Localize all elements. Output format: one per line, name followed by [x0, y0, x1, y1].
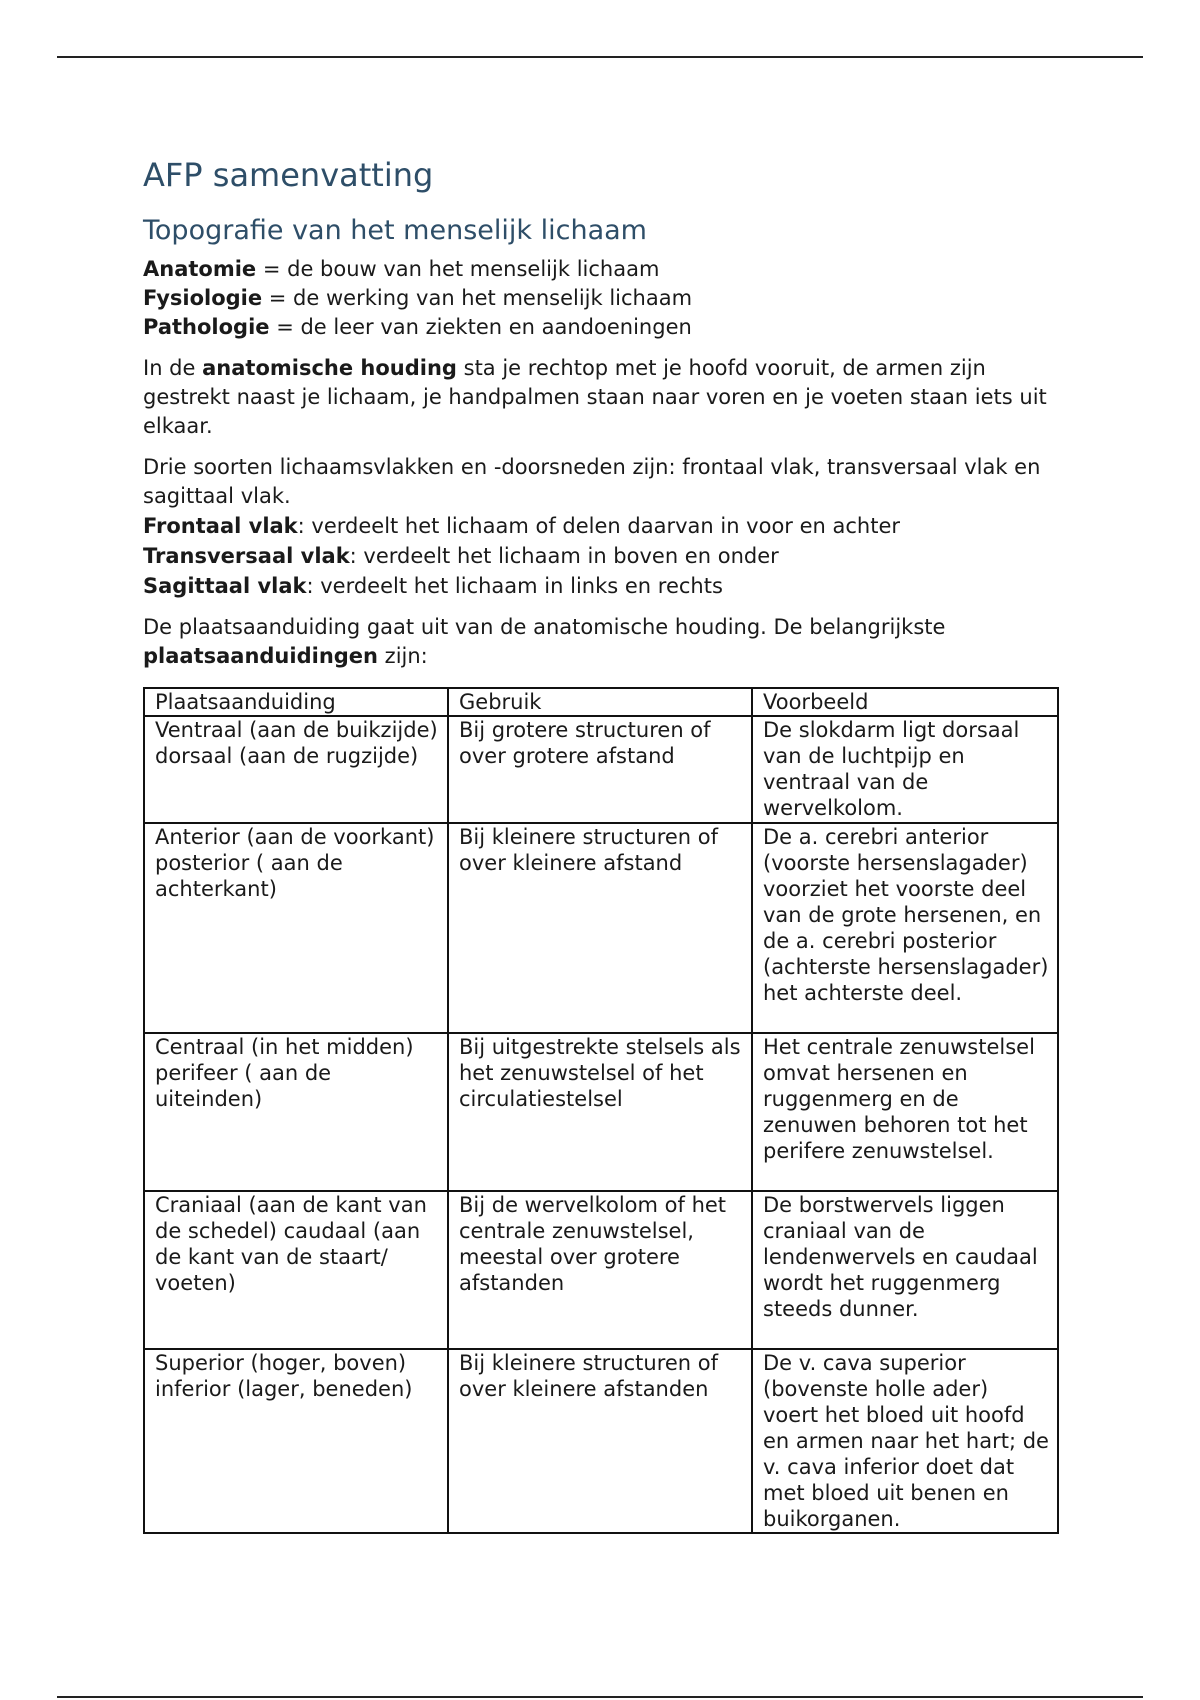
plane-text: : verdeelt het lichaam in boven en onder	[349, 544, 779, 568]
paragraph-text: In de	[143, 356, 203, 380]
plane-text: : verdeelt het lichaam of delen daarvan in voor en achter	[297, 514, 901, 538]
table-header-cell: Plaatsaanduiding	[144, 688, 448, 716]
table-row	[144, 716, 1058, 823]
plane-transversaal	[143, 541, 1063, 571]
table-cell: Bij kleinere structuren of over kleinere afstand	[448, 823, 752, 1033]
definition-fysiologie	[143, 284, 1063, 313]
table-cell: De a. cerebri anterior (voorste hersenslagader) voorziet het voorste deel van de grote hersenen, en de a. cerebri posterior (achterste hersenslagader) het achterste deel.	[752, 823, 1058, 1033]
definitions-list	[143, 255, 1063, 342]
definition-text: = de werking van het menselijk lichaam	[262, 286, 693, 310]
table-header-row	[144, 688, 1058, 716]
plane-frontaal	[143, 511, 1063, 541]
plane-term: Frontaal vlak	[143, 514, 298, 538]
page-top-rule	[57, 56, 1143, 58]
page-bottom-rule	[57, 1696, 1143, 1698]
paragraph-bold-term: anatomische houding	[202, 356, 457, 380]
table-cell: Bij de wervelkolom of het centrale zenuwstelsel, meestal over grotere afstanden	[448, 1191, 752, 1349]
table-cell: De borstwervels liggen craniaal van de lendenwervels en caudaal wordt het ruggenmerg steeds dunner.	[752, 1191, 1058, 1349]
location-intro-paragraph	[143, 613, 1063, 671]
anatomical-position-paragraph	[143, 354, 1063, 441]
planes-intro-paragraph: Drie soorten lichaamsvlakken en -doorsneden zijn: frontaal vlak, transversaal vlak en sagittaal vlak.	[143, 455, 1041, 508]
definition-term: Anatomie	[143, 257, 257, 281]
table-row	[144, 1033, 1058, 1191]
definition-text: = de leer van ziekten en aandoeningen	[269, 315, 692, 339]
planes-list	[143, 511, 1063, 601]
table-row	[144, 1349, 1058, 1533]
table-cell: Bij kleinere structuren of over kleinere afstanden	[448, 1349, 752, 1533]
document-body	[143, 155, 1063, 1534]
table-cell: Ventraal (aan de buikzijde) dorsaal (aan de rugzijde)	[144, 716, 448, 823]
plane-text: : verdeelt het lichaam in links en rechts	[306, 574, 723, 598]
plane-term: Sagittaal vlak	[143, 574, 307, 598]
table-header-cell: Gebruik	[448, 688, 752, 716]
table-cell: Craniaal (aan de kant van de schedel) caudaal (aan de kant van de staart/ voeten)	[144, 1191, 448, 1349]
table-header-cell: Voorbeeld	[752, 688, 1058, 716]
table-cell: De slokdarm ligt dorsaal van de luchtpijp en ventraal van de wervelkolom.	[752, 716, 1058, 823]
definition-text: = de bouw van het menselijk lichaam	[256, 257, 660, 281]
plane-sagittaal	[143, 571, 1063, 601]
paragraph-bold-term: plaatsaanduidingen	[143, 644, 378, 668]
table-row	[144, 823, 1058, 1033]
table-cell: Anterior (aan de voorkant) posterior ( aan de achterkant)	[144, 823, 448, 1033]
plane-term: Transversaal vlak	[143, 544, 350, 568]
table-cell: Superior (hoger, boven) inferior (lager, beneden)	[144, 1349, 448, 1533]
definition-anatomie	[143, 255, 1063, 284]
table-cell: Bij grotere structuren of over grotere afstand	[448, 716, 752, 823]
table-cell: Bij uitgestrekte stelsels als het zenuwstelsel of het circulatiestelsel	[448, 1033, 752, 1191]
definition-term: Pathologie	[143, 315, 270, 339]
section-heading: Topografie van het menselijk lichaam	[143, 215, 647, 246]
paragraph-text: sta je rechtop met je hoofd vooruit, de armen zijn gestrekt naast je lichaam, je handpalmen staan naar voren en je voeten staan iets uit elkaar.	[143, 356, 1047, 438]
location-table	[143, 687, 1059, 1534]
definition-pathologie	[143, 313, 1063, 342]
paragraph-text: De plaatsaanduiding gaat uit van de anatomische houding. De belangrijkste	[143, 615, 946, 639]
table-cell: De v. cava superior (bovenste holle ader) voert het bloed uit hoofd en armen naar het hart; de v. cava inferior doet dat met bloed uit benen en buikorganen.	[752, 1349, 1058, 1533]
table-cell: Centraal (in het midden) perifeer ( aan de uiteinden)	[144, 1033, 448, 1191]
definition-term: Fysiologie	[143, 286, 263, 310]
table-cell: Het centrale zenuwstelsel omvat hersenen en ruggenmerg en de zenuwen behoren tot het perifere zenuwstelsel.	[752, 1033, 1058, 1191]
table-row	[144, 1191, 1058, 1349]
paragraph-text: zijn:	[378, 644, 428, 668]
document-title: AFP samenvatting	[143, 156, 434, 194]
